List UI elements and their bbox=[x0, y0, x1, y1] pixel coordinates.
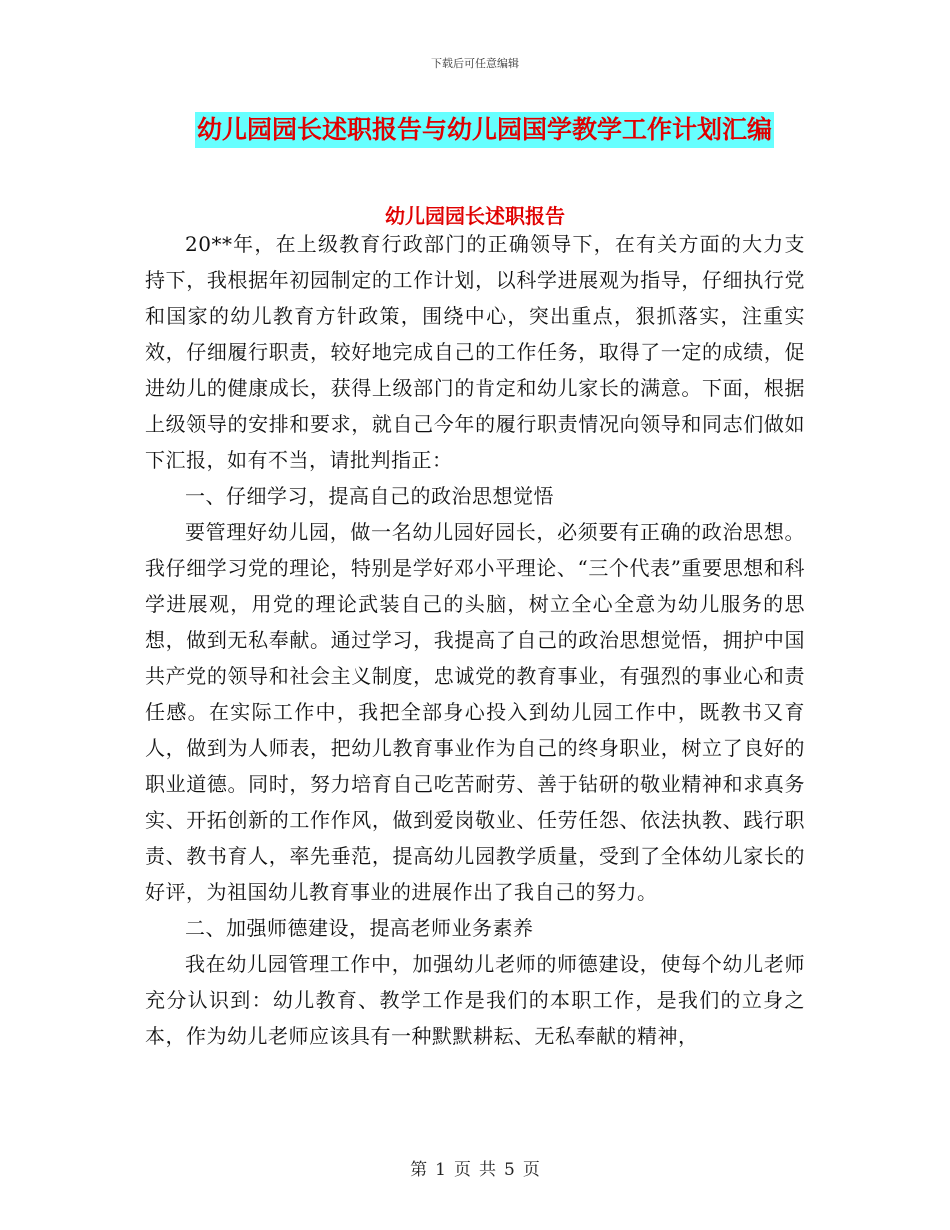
footer-label-total: 共 bbox=[479, 1160, 496, 1180]
document-main-title: 幼儿园园长述职报告与幼儿园国学教学工作计划汇编 bbox=[195, 112, 774, 148]
header-note: 下载后可任意编辑 bbox=[431, 57, 519, 70]
heading-section-two: 二、加强师德建设，提高老师业务素养 bbox=[185, 916, 534, 940]
paragraph-section-two: 我在幼儿园管理工作中，加强幼儿老师的师德建设，使每个幼儿老师充分认识到：幼儿教育、教学工作是我们的本职工作，是我们的立身之本，作为幼儿老师应该具有一种默默耕耘、无私奉献的精神， bbox=[145, 952, 805, 1048]
paragraph-section-one: 要管理好幼儿园，做一名幼儿园好园长，必须要有正确的政治思想。我仔细学习党的理论，特别是学好邓小平理论、“三个代表”重要思想和科学进展观，用党的理论武装自己的头脑，树立全心全意为幼儿服务的思想，做到无私奉献。通过学习，我提高了自己的政治思想觉悟，拥护中国共产党的领导和社会主义制度，忠诚党的教育事业，有强烈的事业心和责任感。在实际工作中，我把全部身心投入到幼儿园工作中，既教书又育人，做到为人师表，把幼儿教育事业作为自己的终身职业，树立了良好的职业道德。同时，努力培育自己吃苦耐劳、善于钻研的敬业精神和求真务实、开拓创新的工作作风，做到爱岗敬业、任劳任怨、依法执教、践行职责、教书育人，率先垂范，提高幼儿园教学质量，受到了全体幼儿家长的好评，为祖国幼儿教育事业的进展作出了我自己的努力。 bbox=[145, 520, 805, 904]
page-footer bbox=[0, 1155, 950, 1180]
paragraph-intro: 20**年，在上级教育行政部门的正确领导下，在有关方面的大力支持下，我根据年初园制定的工作计划，以科学进展观为指导，仔细执行党和国家的幼儿教育方针政策，围绕中心，突出重点，狠抓落实，注重实效，仔细履行职责，较好地完成自己的工作任务，取得了一定的成绩，促进幼儿的健康成长，获得上级部门的肯定和幼儿家长的满意。下面，根据上级领导的安排和要求，就自己今年的履行职责情况向领导和同志们做如下汇报，如有不当，请批判指正： bbox=[145, 232, 805, 472]
footer-label-page-unit: 页 bbox=[454, 1160, 471, 1180]
heading-section-one: 一、仔细学习，提高自己的政治思想觉悟 bbox=[185, 484, 554, 508]
document-body bbox=[145, 226, 805, 1054]
footer-current-page: 1 bbox=[435, 1160, 446, 1180]
footer-label-page: 第 bbox=[410, 1160, 428, 1180]
section-title: 幼儿园园长述职报告 bbox=[385, 204, 565, 228]
footer-total-pages: 5 bbox=[504, 1160, 515, 1180]
footer-label-total-unit: 页 bbox=[522, 1160, 540, 1180]
